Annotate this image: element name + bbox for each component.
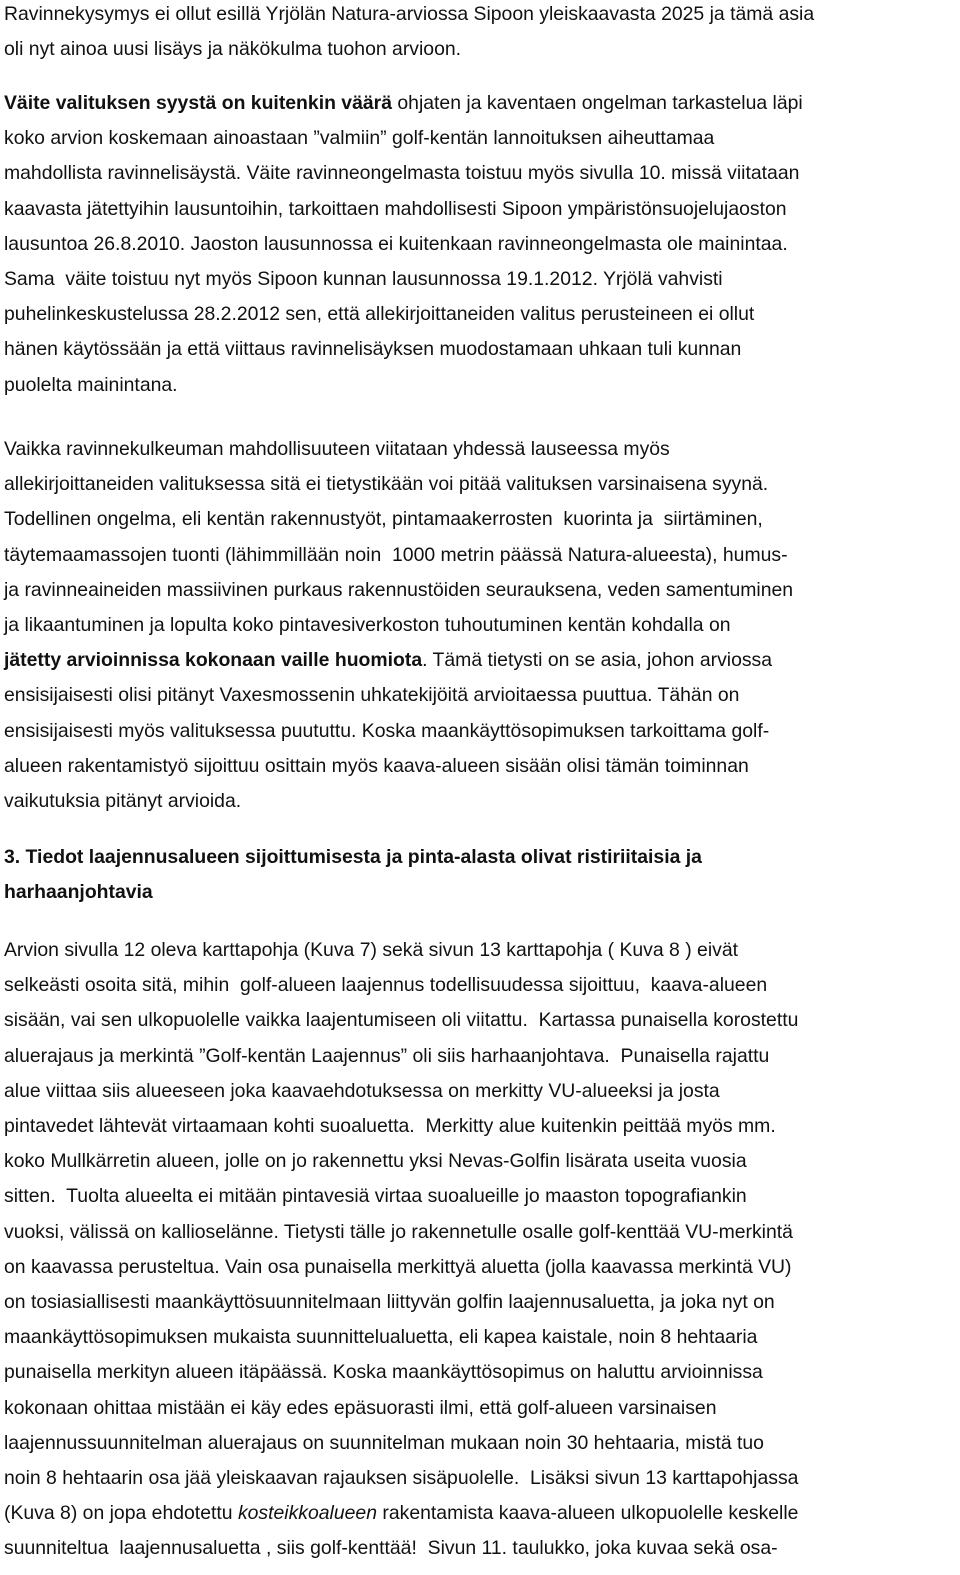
text-line xyxy=(4,933,956,968)
text-run: ja likaantuminen ja lopulta koko pintavesiverkoston tuhoutuminen kentän kohdalla on xyxy=(4,614,731,637)
text-line xyxy=(4,1039,956,1074)
text-run: . Tämä tietysti on se asia, johon arviossa xyxy=(422,649,773,672)
text-run: vuoksi, välissä on kallioselänne. Tietysti tälle jo rakennetulle osalle golf-kenttää VU-merkintä xyxy=(4,1220,793,1243)
text-line xyxy=(4,678,956,713)
text-run: pintavedet lähtevät virtaamaan kohti suoaluetta. Merkitty alue kuitenkin peittää myös mm. xyxy=(4,1115,776,1138)
text-line xyxy=(4,227,956,262)
text-run: koko arvion koskemaan ainoastaan ”valmiin” golf-kentän lannoituksen aiheuttamaa xyxy=(4,127,715,150)
text-line xyxy=(4,840,956,875)
text-run: Arvion sivulla 12 oleva karttapohja (Kuva 7) sekä sivun 13 karttapohja ( Kuva 8 ) eivät xyxy=(4,939,739,961)
text-run: rakentamista kaava-alueen ulkopuolelle keskelle xyxy=(377,1502,799,1525)
text-run: Ravinnekysymys ei ollut esillä Yrjölän Natura-arviossa Sipoon yleiskaavasta 2025 ja tämä asia xyxy=(4,3,815,25)
text-run: harhaanjohtavia xyxy=(4,881,153,904)
text-line xyxy=(4,368,956,403)
paragraph-nutrient-question xyxy=(4,0,956,67)
text-line xyxy=(4,1461,956,1496)
text-line xyxy=(4,192,956,227)
text-run: punaisella merkityn alueen itäpäässä. Koska maankäyttösopimus on haluttu arvioinnissa xyxy=(4,1361,763,1384)
text-run: laajennussuunnitelman aluerajaus on suunnitelman mukaan noin 30 hehtaaria, mistä tuo xyxy=(4,1431,764,1454)
text-line xyxy=(4,573,956,608)
text-run: Sama väite toistuu nyt myös Sipoon kunnan lausunnossa 19.1.2012. Yrjölä vahvisti xyxy=(4,268,723,291)
text-line xyxy=(4,608,956,643)
bold-text: jätetty arvioinnissa kokonaan vaille huomiota xyxy=(4,649,423,672)
text-line xyxy=(4,1215,956,1250)
text-line xyxy=(4,1320,956,1355)
text-line xyxy=(4,262,956,297)
text-run: puolelta mainintana. xyxy=(4,373,178,396)
text-line xyxy=(4,0,956,32)
section-heading-3 xyxy=(4,840,956,910)
text-line xyxy=(4,502,956,537)
text-run: ensisijaisesti olisi pitänyt Vaxesmossenin uhkatekijöitä arvioitaessa puuttua. Tähän on xyxy=(4,684,740,707)
text-line xyxy=(4,156,956,191)
text-line xyxy=(4,86,956,121)
italic-text: kosteikkoalueen xyxy=(237,1502,377,1525)
text-line xyxy=(4,749,956,784)
text-line xyxy=(4,32,956,67)
paragraph-map-base xyxy=(4,933,956,1567)
text-run: hänen käytössään ja että viittaus ravinnelisäyksen muodostamaan uhkaan tuli kunnan xyxy=(4,338,742,361)
text-run: täytemaamassojen tuonti (lähimmillään noin 1000 metrin päässä Natura-alueesta), humus- xyxy=(4,543,788,566)
text-line xyxy=(4,121,956,156)
text-run: kaavasta jätettyihin lausuntoihin, tarkoittaen mahdollisesti Sipoon ympäristönsuojelujaoston xyxy=(4,197,787,220)
text-run: alue viittaa siis alueeseen joka kaavaehdotuksessa on merkitty VU-alueeksi ja josta xyxy=(4,1079,720,1102)
text-run: sitten. Tuolta alueelta ei mitään pintavesiä virtaa suoalueille jo maaston topografiankin xyxy=(4,1185,747,1208)
text-line xyxy=(4,1496,956,1531)
text-run: (Kuva 8) on jopa ehdotettu xyxy=(4,1502,238,1525)
text-line xyxy=(4,1074,956,1109)
text-line xyxy=(4,714,956,749)
text-line xyxy=(4,432,956,467)
text-line xyxy=(4,1144,956,1179)
text-run: ohjaten ja kaventaen ongelman tarkastelua läpi xyxy=(392,92,803,114)
text-run: maankäyttösopimuksen mukaista suunnittelualuetta, eli kapea kaistale, noin 8 hehtaaria xyxy=(4,1326,758,1349)
text-line xyxy=(4,1003,956,1038)
text-run: 3. Tiedot laajennusalueen sijoittumisesta ja pinta-alasta olivat ristiriitaisia ja xyxy=(4,846,702,868)
text-run: allekirjoittaneiden valituksessa sitä ei tietystikään voi pitää valituksen varsinaisena syynä. xyxy=(4,473,769,496)
text-run: on kaavassa perusteltua. Vain osa punaisella merkittyä aluetta (jolla kaavassa merkintä VU) xyxy=(4,1255,792,1278)
paragraph-appeal-claim xyxy=(4,86,956,403)
text-run: puhelinkeskustelussa 28.2.2012 sen, että allekirjoittaneiden valitus perusteineen ei ollut xyxy=(4,303,755,326)
text-line xyxy=(4,467,956,502)
text-run: Todellinen ongelma, eli kentän rakennustyöt, pintamaakerrosten kuorinta ja siirtäminen, xyxy=(4,508,763,531)
text-run: ensisijaisesti myös valituksessa puututtu. Koska maankäyttösopimuksen tarkoittama golf- xyxy=(4,719,770,742)
text-run: selkeästi osoita sitä, mihin golf-alueen laajennus todellisuudessa sijoittuu, kaava-alueen xyxy=(4,974,768,997)
text-line xyxy=(4,968,956,1003)
text-line xyxy=(4,1179,956,1214)
text-line xyxy=(4,1391,956,1426)
text-run: lausuntoa 26.8.2010. Jaoston lausunnossa ei kuitenkaan ravinneongelmasta ole mainintaa. xyxy=(4,232,788,255)
text-run: on tosiasiallisesti maankäyttösuunnitelmaan liittyvän golfin laajennusaluetta, ja joka nyt on xyxy=(4,1291,775,1314)
text-line xyxy=(4,332,956,367)
text-run: koko Mullkärretin alueen, jolle on jo rakennettu yksi Nevas-Golfin lisärata useita vuosia xyxy=(4,1150,747,1173)
text-line xyxy=(4,875,956,910)
text-run: vaikutuksia pitänyt arvioida. xyxy=(4,790,242,813)
text-line xyxy=(4,1426,956,1461)
text-run: ja ravinneaineiden massiivinen purkaus rakennustöiden seurauksena, veden samentuminen xyxy=(4,578,794,601)
text-line xyxy=(4,297,956,332)
text-run: suunniteltua laajennusaluetta , siis golf-kenttää! Sivun 11. taulukko, joka kuvaa sekä osa- xyxy=(4,1537,778,1560)
text-run: sisään, vai sen ulkopuolelle vaikka laajentumiseen oli viitattu. Kartassa punaisella korostettu xyxy=(4,1009,799,1032)
text-run: noin 8 hehtaarin osa jää yleiskaavan rajauksen sisäpuolelle. Lisäksi sivun 13 karttapohjassa xyxy=(4,1467,799,1490)
text-run: oli nyt ainoa uusi lisäys ja näkökulma tuohon arvioon. xyxy=(4,38,462,61)
text-run: Vaikka ravinnekulkeuman mahdollisuuteen viitataan yhdessä lauseessa myös xyxy=(4,438,670,460)
text-run: aluerajaus ja merkintä ”Golf-kentän Laajennus” oli siis harhaanjohtava. Punaisella rajattu xyxy=(4,1044,770,1067)
text-line xyxy=(4,1109,956,1144)
text-line xyxy=(4,1285,956,1320)
text-line xyxy=(4,1531,956,1566)
text-run: alueen rakentamistyö sijoittuu osittain myös kaava-alueen sisään olisi tämän toiminnan xyxy=(4,754,749,777)
text-line xyxy=(4,538,956,573)
text-line xyxy=(4,1355,956,1390)
paragraph-real-problem xyxy=(4,432,956,819)
text-line xyxy=(4,1250,956,1285)
text-line xyxy=(4,643,956,678)
text-run: kokonaan ohittaa mistään ei käy edes epäsuorasti ilmi, että golf-alueen varsinaisen xyxy=(4,1396,717,1419)
text-run: mahdollista ravinnelisäystä. Väite ravinneongelmasta toistuu myös sivulla 10. missä viitataan xyxy=(4,162,800,185)
text-line xyxy=(4,784,956,819)
bold-text: Väite valituksen syystä on kuitenkin väärä xyxy=(4,92,392,114)
